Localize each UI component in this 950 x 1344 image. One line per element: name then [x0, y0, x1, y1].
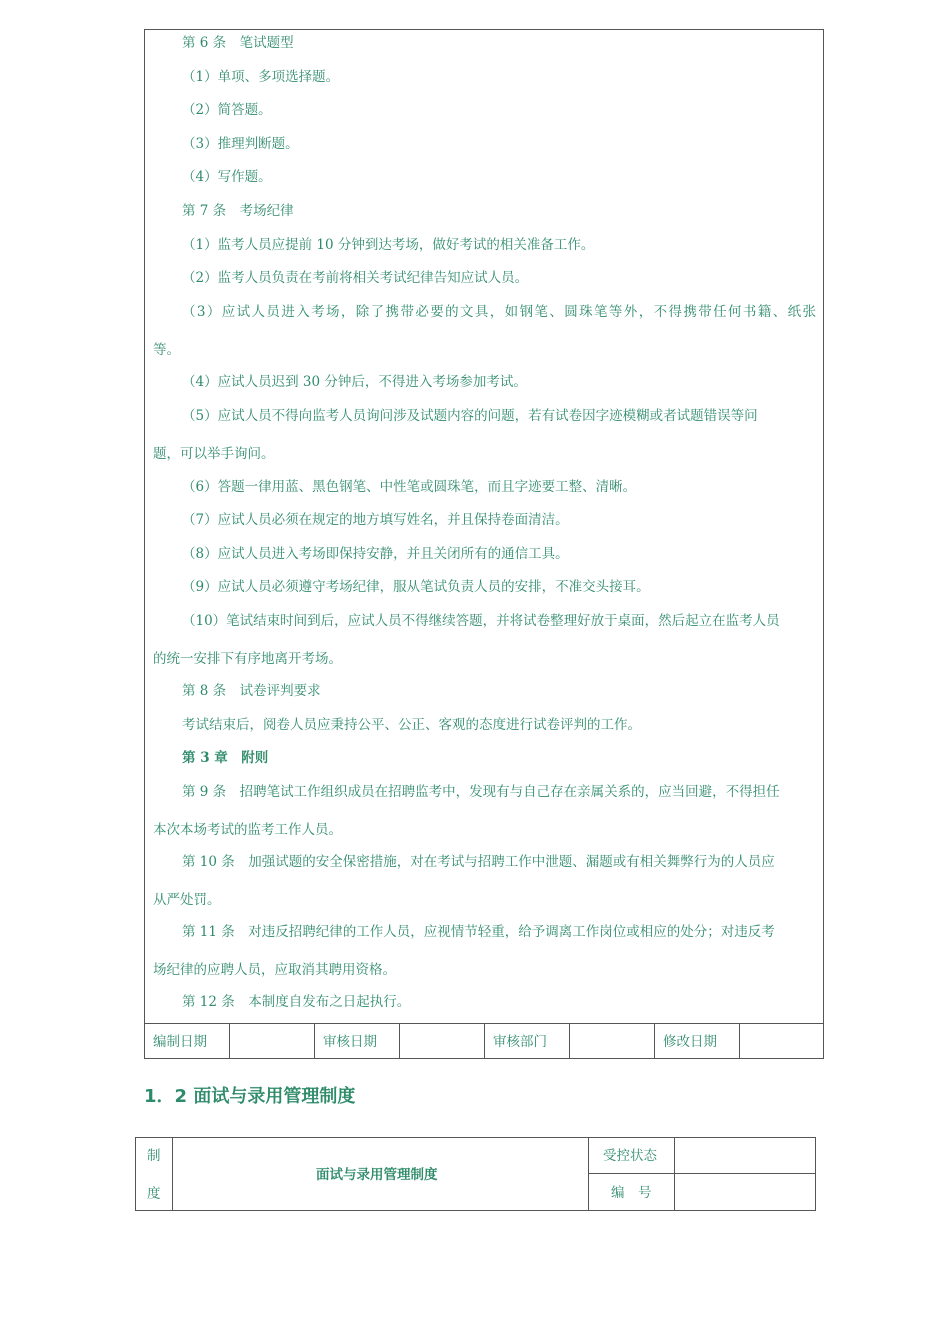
review-date-label: 审核日期 — [323, 1034, 377, 1050]
article-12-text: 第 12 条 本制度自发布之日起执行。 — [182, 994, 411, 1010]
system-label-bottom: 度 — [147, 1186, 161, 1202]
article-7-heading: 第 7 条 考场纪律 — [182, 203, 294, 219]
chapter-3-heading: 第 3 章 附则 — [182, 750, 269, 766]
system-label-top: 制 — [147, 1148, 161, 1164]
article-11-text-continued: 场纪律的应聘人员，应取消其聘用资格。 — [153, 962, 396, 978]
review-dept-label: 审核部门 — [493, 1034, 547, 1050]
article-7-item: （4）应试人员迟到 30 分钟后，不得进入考场参加考试。 — [182, 374, 527, 390]
cell-divider — [399, 1024, 400, 1058]
article-7-item: （7）应试人员必须在规定的地方填写姓名，并且保持卷面清洁。 — [182, 512, 569, 528]
article-9-text-continued: 本次本场考试的监考工作人员。 — [153, 822, 342, 838]
control-status-label: 受控状态 — [603, 1148, 657, 1164]
cell-divider — [654, 1024, 655, 1058]
article-6-item: （1）单项、多项选择题。 — [182, 69, 340, 85]
cell-divider — [739, 1024, 740, 1058]
policy-title: 面试与录用管理制度 — [316, 1167, 438, 1183]
article-11-text: 第 11 条 对违反招聘纪律的工作人员，应视情节轻重，给予调离工作岗位或相应的处分；对违反考 — [182, 924, 775, 940]
cell-divider — [172, 1138, 173, 1210]
cell-divider — [229, 1024, 230, 1058]
cell-divider — [588, 1138, 589, 1210]
section-heading: 1．2 面试与录用管理制度 — [144, 1086, 356, 1107]
article-10-text: 第 10 条 加强试题的安全保密措施，对在考试与招聘工作中泄题、漏题或有相关舞弊行为的人员应 — [182, 854, 775, 870]
cell-divider — [569, 1024, 570, 1058]
article-7-item: （2）监考人员负责在考前将相关考试纪律告知应试人员。 — [182, 270, 529, 286]
document-number-label: 编 号 — [611, 1185, 652, 1201]
article-6-item: （4）写作题。 — [182, 169, 272, 185]
row-divider — [589, 1173, 815, 1174]
article-7-item-continued: 题，可以举手询问。 — [153, 446, 275, 462]
cell-divider — [314, 1024, 315, 1058]
article-7-item: （10）笔试结束时间到后，应试人员不得继续答题，并将试卷整理好放于桌面，然后起立在监考人员 — [182, 613, 780, 629]
approval-row — [144, 1023, 824, 1059]
article-7-item: （1）监考人员应提前 10 分钟到达考场，做好考试的相关准备工作。 — [182, 237, 595, 253]
cell-divider — [674, 1138, 675, 1210]
compile-date-label: 编制日期 — [153, 1034, 207, 1050]
article-10-text-continued: 从严处罚。 — [153, 892, 221, 908]
article-8-heading: 第 8 条 试卷评判要求 — [182, 683, 321, 699]
article-7-item: （9）应试人员必须遵守考场纪律，服从笔试负责人员的安排，不准交头接耳。 — [182, 579, 650, 595]
revise-date-label: 修改日期 — [663, 1034, 717, 1050]
article-7-item: （5）应试人员不得向监考人员询问涉及试题内容的问题，若有试卷因字迹模糊或者试题错误等问 — [182, 408, 758, 424]
article-7-item: （8）应试人员进入考场即保持安静，并且关闭所有的通信工具。 — [182, 546, 569, 562]
article-6-item: （3）推理判断题。 — [182, 136, 299, 152]
article-8-body: 考试结束后，阅卷人员应秉持公平、公正、客观的态度进行试卷评判的工作。 — [182, 717, 641, 733]
article-6-item: （2）简答题。 — [182, 102, 272, 118]
article-9-text: 第 9 条 招聘笔试工作组织成员在招聘监考中，发现有与自己存在亲属关系的，应当回避，不得担任 — [182, 784, 780, 800]
article-7-item-continued: 的统一安排下有序地离开考场。 — [153, 651, 342, 667]
policy-header-table — [135, 1137, 816, 1211]
article-6-heading: 第 6 条 笔试题型 — [182, 35, 294, 51]
cell-divider — [484, 1024, 485, 1058]
article-7-item-continued: 等。 — [153, 342, 180, 358]
article-7-item: （6）答题一律用蓝、黑色钢笔、中性笔或圆珠笔，而且字迹要工整、清晰。 — [182, 479, 637, 495]
article-7-item: （3）应试人员进入考场，除了携带必要的文具，如钢笔、圆珠笔等外，不得携带任何书籍、纸张 — [182, 304, 816, 320]
